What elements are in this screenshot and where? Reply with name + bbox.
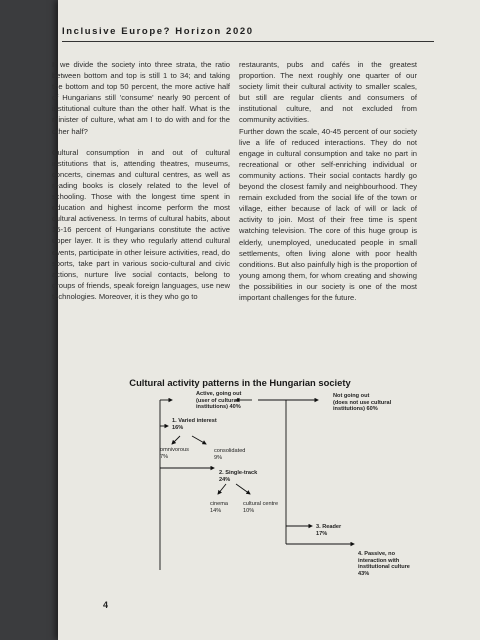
node-line: 14% [210,507,222,514]
node-consolidated [214,448,264,461]
node-line: consolidated [214,448,246,454]
node-line: institutional culture [358,564,410,571]
page-number: 4 [103,600,109,610]
node-line: 3. Reader [316,524,342,530]
node-cultural-centre [243,501,303,514]
node-not-going-out [333,393,413,413]
node-line: cultural centre [243,501,279,507]
node-omnivorous [160,447,210,460]
node-single-track [219,470,279,483]
node-line: interaction with [358,557,400,564]
paragraph: Cultural consumption in and out of cultural institutions that is, attending theatres, museums, concerts, cinemas and cultural centres, as well as reading books is closely related to the level of schooling. Those with the longest time spent in education and highest income perform the most cultural activeness. In terms of cultural habits, about 15-16 percent of Hungarians constitute the active upper layer. It is they who regularly attend cultural events, participate in other leisure activities, read, do sports, take part in various socio-cultural and civic actions, nurture live social contacts, belong to groups of friends, speak foreign languages, use new technologies. Moreover, it is they who go to [52,147,230,301]
node-line: cinema [210,501,229,507]
connector [192,436,206,444]
running-header: Inclusive Europe? Horizon 2020 [62,26,254,37]
node-varied-interest [172,418,242,431]
paragraph: If we divide the society into three strata, the ratio between bottom and top is still 1 to 34; and taking the bottom and top 50 percent, the more active half of Hungarians still 'consume' nearly 90 percent of institutional culture than the other half. What is the minister of culture, what am I to do with and for the other half? [52,60,230,136]
node-line: (does not use cultural [333,399,392,406]
node-line: institutions) 60% [333,406,378,413]
node-line: 16% [172,424,184,431]
node-line: institutions) 40% [196,404,241,411]
node-line: 2. Single-track [219,470,258,476]
node-line: omnivorous [160,447,189,453]
node-line: 9% [214,454,223,461]
paragraph: Further down the scale, 40-45 percent of our society live a life of reduced interactions. They do not engage in cultural consumption and take no part in recreational or other self-enriching individual or community actions. Their social contacts hardly go beyond the closest family and neighbourhood. They remain excluded from the social life of the town or village, either because of lack of will or lack of activity to join. Most of their free time is spent watching television. The core of this huge group is elderly, unemployed, uneducated people in small settlements, often living alone with poor health conditions. But also painfully high is the proportion of young among them, for whom creating and showing the possibilities in our society is one of the most important challenges for the future. [239,126,417,302]
node-line: 1. Varied interest [172,418,217,424]
diagram-title: Cultural activity patterns in the Hungarian society [129,377,351,388]
node-passive [358,551,428,577]
node-line: 7% [160,453,169,460]
node-reader [316,524,366,537]
connector [172,436,180,444]
node-line: Not going out [333,393,370,399]
node-line: Active, going out [196,391,242,397]
node-active [196,391,266,411]
node-line: (user of cultural [196,397,239,404]
node-line: 43% [358,570,370,577]
node-line: 17% [316,530,328,537]
node-line: 24% [219,476,231,483]
connector [218,484,226,494]
node-line: 10% [243,507,255,514]
paragraph: restaurants, pubs and cafés in the greatest proportion. The next roughly one quarter of our society limit their cultural activity to smaller scales, but still are regular clients and consumers of institutional culture, and not excluded from community activities. [239,60,417,125]
node-line: 4. Passive, no [358,551,396,557]
connector [236,484,250,494]
